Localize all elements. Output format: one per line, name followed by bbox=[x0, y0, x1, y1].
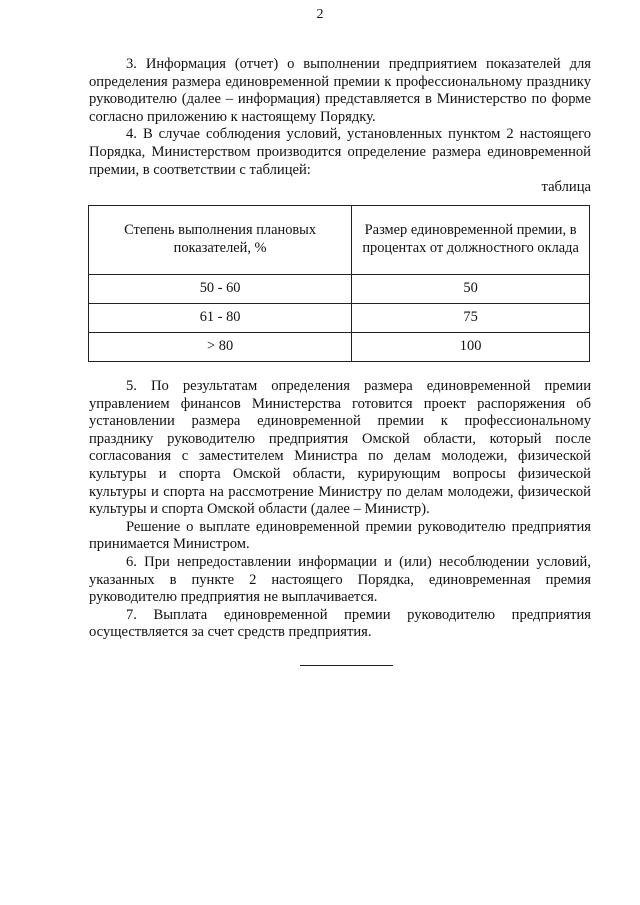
header-bonus-size: Размер единовременной премии, в процентах от должностного оклада bbox=[352, 206, 590, 275]
end-separator-line bbox=[300, 665, 393, 666]
bonus-table bbox=[88, 205, 590, 362]
paragraph-decision: Решение о выплате единовременной премии руководителю предприятия принимается Министром. bbox=[89, 518, 591, 553]
table-row bbox=[89, 304, 590, 333]
table-label: таблица bbox=[541, 179, 591, 196]
page-number: 2 bbox=[316, 7, 324, 22]
paragraph-5: 5. По результатам определения размера единовременной премии управлением финансов Министерства готовится проект распоряжения об установлении размера единовременной премии к профессиональному празднику руководителю предприятия Омской области, который после согласования с заместителем Министра по делам молодежи, физической культуры и спорта Омской области, курирующим вопросы физической культуры и спорта на рассмотрение Министру по делам молодежи, физической культуры и спорта Омской области (далее – Министр). bbox=[89, 378, 591, 518]
table-header-row bbox=[89, 206, 590, 275]
table-row bbox=[89, 333, 590, 362]
table-row bbox=[89, 275, 590, 304]
paragraph-4: 4. В случае соблюдения условий, установленных пунктом 2 настоящего Порядка, Министерством производится определение размера единовременной премии, в соответствии с таблицей: bbox=[89, 126, 591, 178]
table-cell-range: > 80 bbox=[89, 333, 352, 362]
paragraph-3: 3. Информация (отчет) о выполнении предприятием показателей для определения размера единовременной премии к профессиональному празднику руководителю (далее – информация) представляется в Министерство по форме согласно приложению к настоящему Порядку. bbox=[89, 56, 591, 125]
table-cell-range: 50 - 60 bbox=[89, 275, 352, 304]
table-cell-percent: 75 bbox=[352, 304, 590, 333]
table-cell-percent: 100 bbox=[352, 333, 590, 362]
header-plan-completion: Степень выполнения плановых показателей, % bbox=[89, 206, 352, 275]
bottom-text-block bbox=[89, 378, 591, 642]
table-cell-range: 61 - 80 bbox=[89, 304, 352, 333]
paragraph-7: 7. Выплата единовременной премии руководителю предприятия осуществляется за счет средств предприятия. bbox=[89, 606, 591, 641]
paragraph-6: 6. При непредоставлении информации и (или) несоблюдении условий, указанных в пункте 2 настоящего Порядка, единовременная премия руководителю предприятия не выплачивается. bbox=[89, 553, 591, 606]
table-cell-percent: 50 bbox=[352, 275, 590, 304]
top-text-block bbox=[89, 56, 591, 197]
